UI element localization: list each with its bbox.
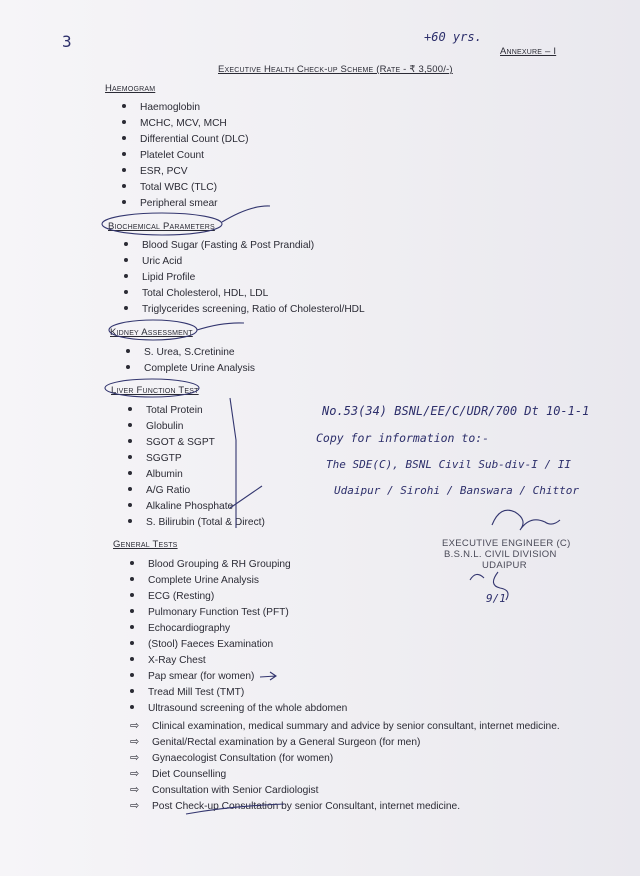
section-heading-biochemical: Biochemical Parameters bbox=[108, 221, 215, 232]
list-item: Differential Count (DLC) bbox=[122, 134, 249, 145]
ink-stroke bbox=[230, 486, 262, 508]
ink-stroke bbox=[222, 206, 270, 222]
arrow-icon: ⇨ bbox=[130, 800, 140, 812]
list-item: SGGTP bbox=[128, 453, 182, 464]
stamp-line: EXECUTIVE ENGINEER (C) bbox=[442, 538, 571, 549]
list-item: Total Cholesterol, HDL, LDL bbox=[124, 288, 268, 299]
list-item: (Stool) Faeces Examination bbox=[130, 639, 273, 650]
corner-mark: 3 bbox=[62, 32, 72, 51]
stamp-line: UDAIPUR bbox=[482, 560, 527, 571]
list-item: Tread Mill Test (TMT) bbox=[130, 687, 244, 698]
list-item: Total Protein bbox=[128, 405, 203, 416]
handwritten-note-top: +60 yrs. bbox=[424, 30, 482, 44]
section-heading-liver: Liver Function Test bbox=[111, 385, 199, 396]
list-item: ECG (Resting) bbox=[130, 591, 214, 602]
list-item: Peripheral smear bbox=[122, 198, 218, 209]
section-heading-haemogram: Haemogram bbox=[105, 83, 156, 94]
list-item: Globulin bbox=[128, 421, 183, 432]
annexure-label: Annexure – I bbox=[500, 46, 557, 57]
list-item: X-Ray Chest bbox=[130, 655, 206, 666]
list-item: Blood Sugar (Fasting & Post Prandial) bbox=[124, 240, 314, 251]
consultation-item: ⇨ Clinical examination, medical summary and advice by senior consultant, internet medicine. bbox=[130, 720, 560, 732]
list-item: Alkaline Phosphate bbox=[128, 501, 233, 512]
list-item: SGOT & SGPT bbox=[128, 437, 215, 448]
consultation-item: ⇨ Post Check-up Consultation by senior Consultant, internet medicine. bbox=[130, 800, 461, 812]
list-item: Pap smear (for women) bbox=[130, 671, 254, 682]
section-heading-general: General Tests bbox=[113, 539, 178, 550]
list-item: S. Bilirubin (Total & Direct) bbox=[128, 517, 265, 528]
list-item: Echocardiography bbox=[130, 623, 230, 634]
list-item: Blood Grouping & RH Grouping bbox=[130, 559, 291, 570]
arrow-icon: ⇨ bbox=[130, 720, 140, 732]
list-item: MCHC, MCV, MCH bbox=[122, 118, 227, 129]
list-item: A/G Ratio bbox=[128, 485, 190, 496]
list-item: Complete Urine Analysis bbox=[126, 363, 255, 374]
list-item: Ultrasound screening of the whole abdomen bbox=[130, 703, 347, 714]
list-item: Complete Urine Analysis bbox=[130, 575, 259, 586]
section-heading-kidney: Kidney Assessment bbox=[110, 327, 193, 338]
list-item: Platelet Count bbox=[122, 150, 204, 161]
signature-date: 9/1 bbox=[486, 592, 506, 605]
handwritten-line: No.53(34) BSNL/EE/C/UDR/700 Dt 10-1-1 bbox=[322, 404, 590, 418]
handwritten-line: Copy for information to:- bbox=[316, 431, 490, 445]
consultation-item: ⇨ Gynaecologist Consultation (for women) bbox=[130, 752, 334, 764]
document-title: Executive Health Check-up Scheme (Rate - ₹ 3,500/-) bbox=[218, 64, 453, 75]
handwritten-line: The SDE(C), BSNL Civil Sub-div-I / II bbox=[326, 458, 572, 471]
list-item: Albumin bbox=[128, 469, 183, 480]
signature-ink bbox=[492, 510, 560, 530]
stamp-line: B.S.N.L. CIVIL DIVISION bbox=[444, 549, 557, 560]
list-item: Pulmonary Function Test (PFT) bbox=[130, 607, 289, 618]
list-item: Haemoglobin bbox=[122, 102, 200, 113]
ink-stroke bbox=[197, 323, 244, 330]
ink-arrow bbox=[260, 672, 276, 680]
list-item: Total WBC (TLC) bbox=[122, 182, 217, 193]
list-item: S. Urea, S.Cretinine bbox=[126, 347, 235, 358]
consultation-item: ⇨ Genital/Rectal examination by a General Surgeon (for men) bbox=[130, 736, 421, 748]
handwritten-line: Udaipur / Sirohi / Banswara / Chittor bbox=[334, 484, 580, 497]
arrow-icon: ⇨ bbox=[130, 768, 140, 780]
consultation-item: ⇨ Consultation with Senior Cardiologist bbox=[130, 784, 319, 796]
list-item: Uric Acid bbox=[124, 256, 182, 267]
arrow-icon: ⇨ bbox=[130, 752, 140, 764]
list-item: Triglycerides screening, Ratio of Cholesterol/HDL bbox=[124, 304, 365, 315]
arrow-icon: ⇨ bbox=[130, 736, 140, 748]
consultation-item: ⇨ Diet Counselling bbox=[130, 768, 227, 780]
list-item: ESR, PCV bbox=[122, 166, 188, 177]
signature-ink bbox=[470, 574, 484, 580]
list-item: Lipid Profile bbox=[124, 272, 195, 283]
arrow-icon: ⇨ bbox=[130, 784, 140, 796]
